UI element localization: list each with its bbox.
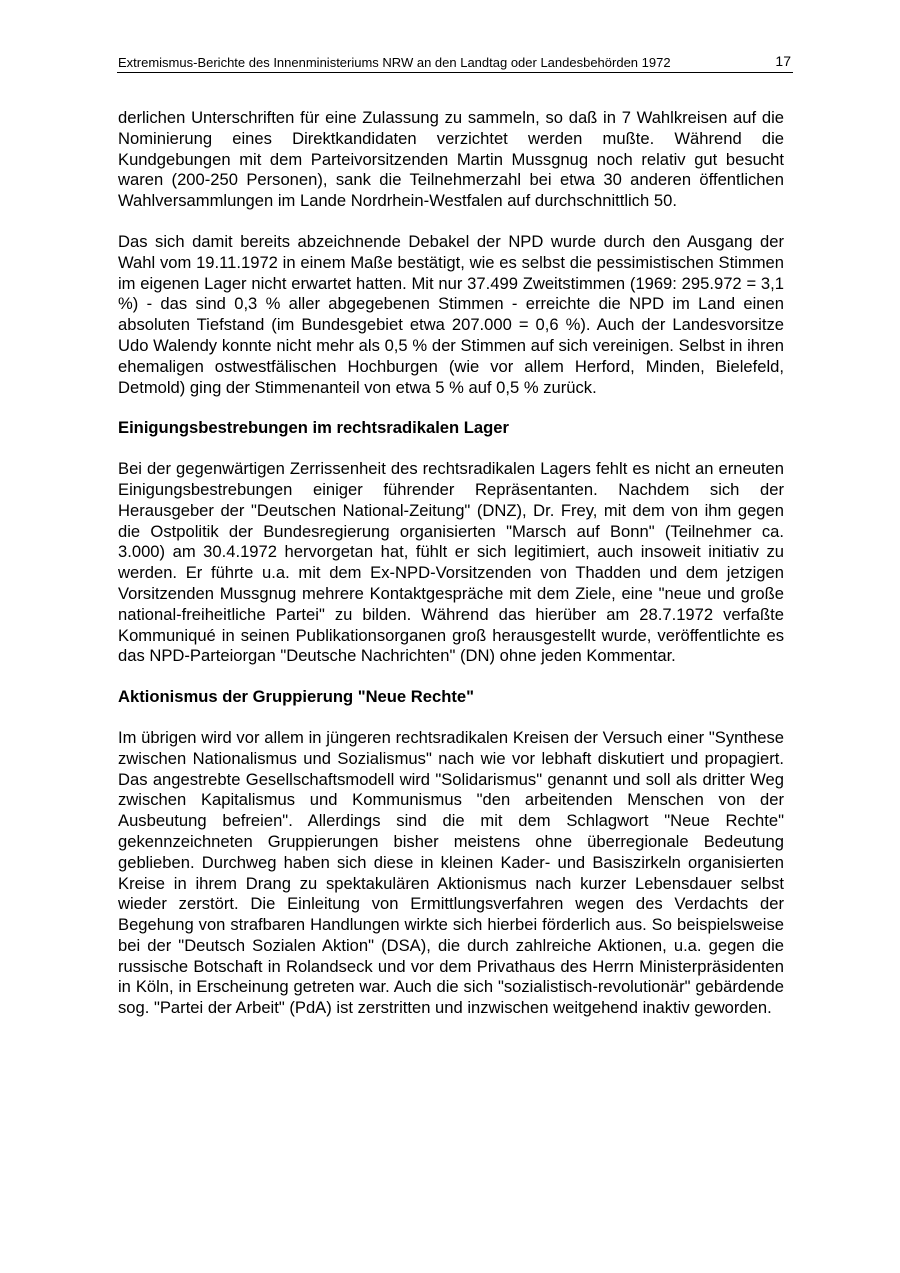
page-number: 17: [775, 53, 791, 69]
paragraph: Das sich damit bereits abzeichnende Debakel der NPD wurde durch den Ausgang der Wahl vom 19.11.1972 in einem Maße bestätigt, wie es selbst die pessimistischen Stimmen im eigenen Lager nicht erwartet hatten. Mit nur 37.499 Zweitstimmen (1969: 295.972 = 3,1 %) - das sind 0,3 % aller abgegebenen Stimmen - erreichte die NPD im Land einen absoluten Tiefstand (im Bundesgebiet etwa 207.000 = 0,6 %). Auch der Landesvorsitze Udo Walendy konnte nicht mehr als 0,5 % der Stimmen auf sich vereinigen. Selbst in ihren ehemaligen ostwestfälischen Hochburgen (wie vor allem Herford, Minden, Bielefeld, Detmold) ging der Stimmenanteil von etwa 5 % auf 0,5 % zurück.: [118, 231, 784, 397]
page-header: [117, 52, 793, 73]
section-heading: Aktionismus der Gruppierung "Neue Rechte": [118, 687, 474, 707]
section-heading: Einigungsbestrebungen im rechtsradikalen Lager: [118, 418, 509, 438]
paragraph: Im übrigen wird vor allem in jüngeren rechtsradikalen Kreisen der Versuch einer "Synthese zwischen Nationalismus und Sozialismus" nach wie vor lebhaft diskutiert und propagiert. Das angestrebte Gesellschaftsmodell wird "Solidarismus" genannt und soll als dritter Weg zwischen Kapitalismus und Kommunismus "den arbeitenden Menschen von der Ausbeutung befreien". Allerdings sind die mit dem Schlagwort "Neue Rechte" gekennzeichneten Gruppierungen bisher meistens ohne überregionale Bedeutung geblieben. Durchweg haben sich diese in kleinen Kader- und Basiszirkeln organisierten Kreise in ihrem Drang zu spektakulären Aktionismus nach kurzer Lebensdauer selbst wieder zerstört. Die Einleitung von Ermittlungsverfahren wegen des Verdachts der Begehung von strafbaren Handlungen wirkte sich hierbei förderlich aus. So beispielsweise bei der "Deutsch Sozialen Aktion" (DSA), die durch zahlreiche Aktionen, u.a. gegen die russische Botschaft in Rolandseck und vor dem Privathaus des Herrn Ministerpräsidenten in Köln, in Erscheinung getreten war. Auch die sich "sozialistisch-revolutionär" gebärdende sog. "Partei der Arbeit" (PdA) ist zerstritten und inzwischen weitgehend inaktiv geworden.: [118, 727, 784, 1018]
paragraph: Bei der gegenwärtigen Zerrissenheit des rechtsradikalen Lagers fehlt es nicht an erneuten Einigungsbestrebungen einiger führender Repräsentanten. Nachdem sich der Herausgeber der "Deutschen National-Zeitung" (DNZ), Dr. Frey, mit dem von ihm gegen die Ostpolitik der Bundesregierung organisierten "Marsch auf Bonn" (Teilnehmer ca. 3.000) am 30.4.1972 hervorgetan hat, fühlt er sich legitimiert, auch insoweit initiativ zu werden. Er führte u.a. mit dem Ex-NPD-Vorsitzenden von Thadden und dem jetzigen Vorsitzenden Mussgnug mehrere Kontaktgespräche mit dem Ziele, eine "neue und große national-freiheitliche Partei" zu bilden. Während das hierüber am 28.7.1972 verfaßte Kommuniqué in seinen Publikationsorganen groß herausgestellt wurde, veröffentlichte es das NPD-Parteiorgan "Deutsche Nachrichten" (DN) ohne jeden Kommentar.: [118, 459, 784, 666]
header-title: Extremismus-Berichte des Innenministeriums NRW an den Landtag oder Landesbehörden 1972: [118, 55, 671, 70]
paragraph: derlichen Unterschriften für eine Zulassung zu sammeln, so daß in 7 Wahlkreisen auf die Nominierung eines Direktkandidaten verzichtet werden mußte. Während die Kundgebungen mit dem Parteivorsitzenden Martin Mussgnug noch relativ gut besucht waren (200-250 Personen), sank die Teilnehmerzahl bei etwa 30 anderen öffentlichen Wahlversammlungen im Lande Nordrhein-Westfalen auf durchschnittlich 50.: [118, 108, 784, 211]
document-body: [118, 108, 784, 1039]
